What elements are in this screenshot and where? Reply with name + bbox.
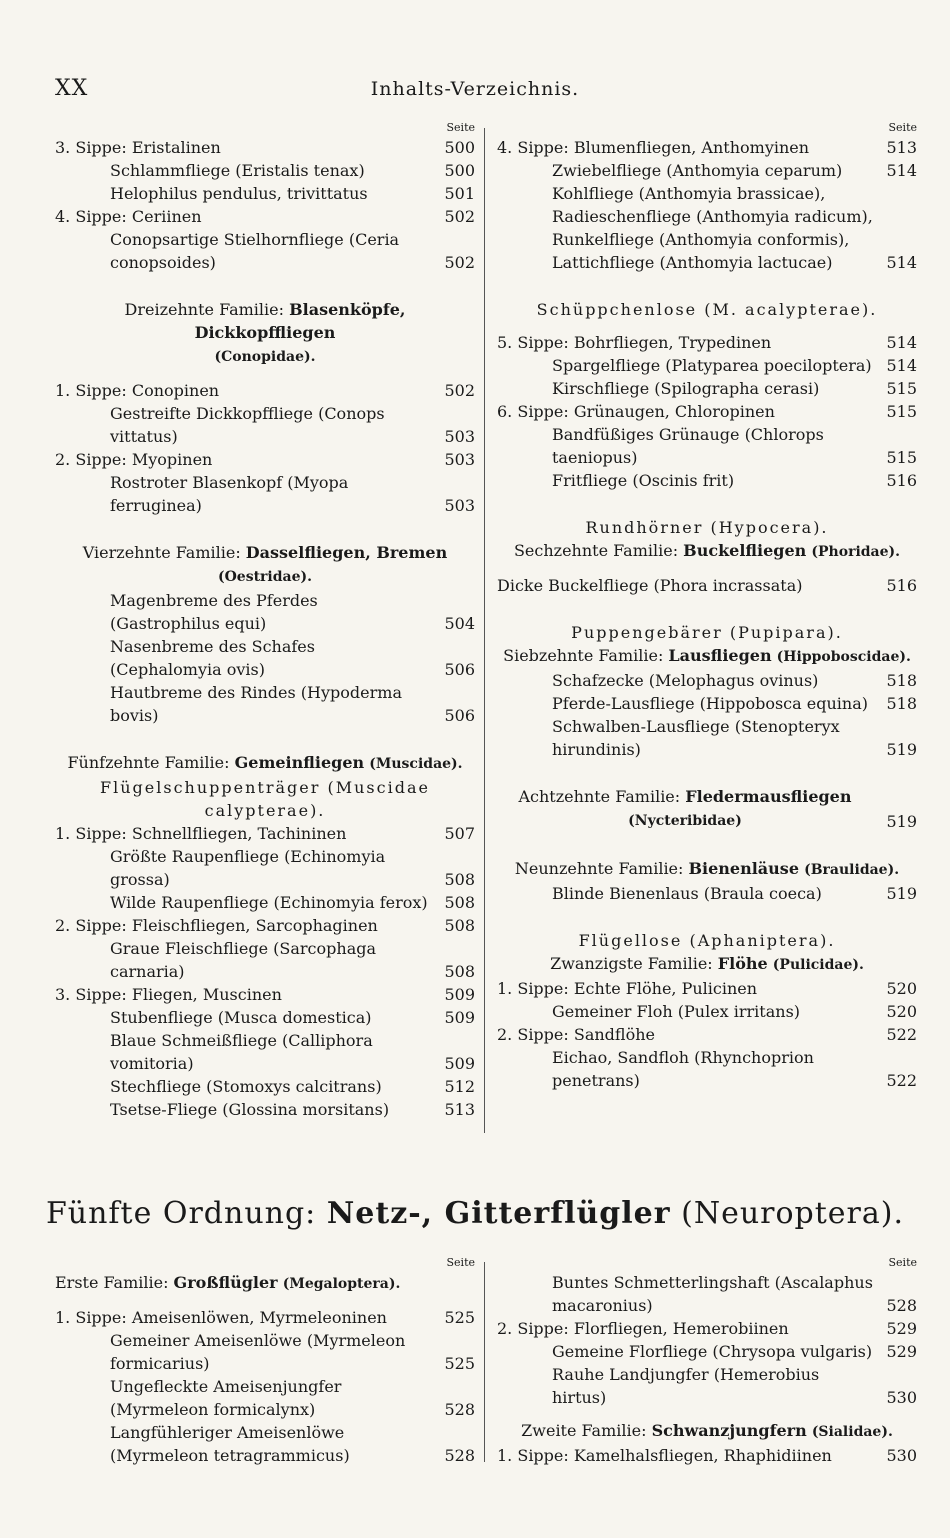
family-heading: Zwanzigste Familie: Flöhe (Pulicidae). <box>550 954 864 973</box>
toc-entry: Rostroter Blasenkopf (Myopa ferruginea) 503 <box>110 473 475 515</box>
family-heading: Vierzehnte Familie: Dasselfliegen, Bremen (Oestridae). <box>82 543 448 585</box>
toc-entry: Gemeiner Ameisenlöwe (Myrmeleon formicarius) 525 <box>110 1331 475 1373</box>
toc-entry: Stechfliege (Stomoxys calcitrans) 512 <box>110 1077 475 1096</box>
running-title: Inhalts-Verzeichnis. <box>370 78 580 100</box>
toc-entry: 4. Sippe: Blumenfliegen, Anthomyinen 513 <box>497 138 917 157</box>
family-heading: Siebzehnte Familie: Lausfliegen (Hippoboscidae). <box>503 646 911 665</box>
toc-entry: Kohlfliege (Anthomyia brassicae), Radieschenfliege (Anthomyia radicum), Runkelfliege (Anthomyia conformis), Lattichfliege (Anthomyia lactucae) 514 <box>552 184 917 272</box>
toc-column-left-bottom <box>55 1255 475 1467</box>
family-heading: Sechzehnte Familie: Buckelfliegen (Phoridae). <box>513 541 901 560</box>
family-heading: Fünfzehnte Familie: Gemeinfliegen (Muscidae). <box>67 753 463 772</box>
toc-entry: 3. Sippe: Eristalinen 500 <box>55 138 475 157</box>
toc-entry: Helophilus pendulus, trivittatus 501 <box>110 184 475 203</box>
family-heading: Dreizehnte Familie: Blasenköpfe, Dickkopffliegen (Conopidae). <box>124 300 406 365</box>
toc-entry: Pferde-Lausfliege (Hippobosca equina) 518 <box>552 694 917 713</box>
toc-entry: Rauhe Landjungfer (Hemerobius hirtus) 530 <box>552 1365 917 1407</box>
toc-entry: Fritfliege (Oscinis frit) 516 <box>552 471 917 490</box>
toc-entry: Langfühleriger Ameisenlöwe (Myrmeleon tetragrammicus) 528 <box>110 1423 475 1465</box>
column-divider <box>484 128 485 1133</box>
toc-entry: 1. Sippe: Ameisenlöwen, Myrmeleoninen 525 <box>55 1308 475 1327</box>
toc-column-left <box>55 120 475 1121</box>
family-heading: Neunzehnte Familie: Bienenläuse (Braulidae). <box>514 859 900 878</box>
seite-label: Seite <box>446 121 475 134</box>
column-divider-bottom <box>484 1262 485 1462</box>
toc-entry: Blinde Bienenlaus (Braula coeca) 519 <box>552 884 917 903</box>
toc-entry: Kirschfliege (Spilographa cerasi) 515 <box>552 379 917 398</box>
seite-label: Seite <box>446 1256 475 1269</box>
seite-label: Seite <box>888 1256 917 1269</box>
seite-label: Seite <box>888 121 917 134</box>
toc-entry: Blaue Schmeißfliege (Calliphora vomitoria) 509 <box>110 1031 475 1073</box>
toc-entry: Schafzecke (Melophagus ovinus) 518 <box>552 671 917 690</box>
toc-entry: Bandfüßiges Grünauge (Chlorops taeniopus) 515 <box>552 425 917 467</box>
toc-entry: 1. Sippe: Conopinen 502 <box>55 381 475 400</box>
toc-entry: Magenbreme des Pferdes (Gastrophilus equi) 504 <box>110 591 475 633</box>
toc-column-right-bottom <box>497 1255 917 1467</box>
toc-entry: 4. Sippe: Ceriinen 502 <box>55 207 475 226</box>
subgroup-heading: Flügellose (Aphaniptera). <box>578 931 836 950</box>
toc-entry: 5. Sippe: Bohrfliegen, Trypedinen 514 <box>497 333 917 352</box>
subgroup-heading: Schüppchenlose (M. acalypterae). <box>536 300 878 319</box>
page-header <box>55 76 895 106</box>
toc-entry: 1. Sippe: Schnellfliegen, Tachininen 507 <box>55 824 475 843</box>
family-heading-entry: Achtzehnte Familie: Fledermausfliegen (Nycteribidae) 519 <box>518 787 917 831</box>
toc-entry: 6. Sippe: Grünaugen, Chloropinen 515 <box>497 402 917 421</box>
toc-entry: Spargelfliege (Platyparea poeciloptera) 514 <box>552 356 917 375</box>
toc-entry: Schlammfliege (Eristalis tenax) 500 <box>110 161 475 180</box>
order-heading: Fünfte Ordnung: Netz-, Gitterflügler (Neuroptera). <box>45 1196 905 1231</box>
toc-entry: Gemeine Florfliege (Chrysopa vulgaris) 529 <box>552 1342 917 1361</box>
toc-entry: 1. Sippe: Kamelhalsfliegen, Rhaphidiinen 530 <box>497 1446 917 1465</box>
toc-entry: Wilde Raupenfliege (Echinomyia ferox) 508 <box>110 893 475 912</box>
family-heading: Zweite Familie: Schwanzjungfern (Sialidae). <box>521 1421 893 1440</box>
subgroup-heading: Flügelschuppenträger (Muscidae calypterae). <box>100 778 430 820</box>
toc-entry: Nasenbreme des Schafes (Cephalomyia ovis) 506 <box>110 637 475 679</box>
toc-entry: Dicke Buckelfliege (Phora incrassata) 516 <box>497 576 917 595</box>
toc-entry: 2. Sippe: Sandflöhe 522 <box>497 1025 917 1044</box>
page-number: XX <box>55 76 89 101</box>
toc-column-right <box>497 120 917 1092</box>
toc-entry: Größte Raupenfliege (Echinomyia grossa) 508 <box>110 847 475 889</box>
toc-entry: Graue Fleischfliege (Sarcophaga carnaria) 508 <box>110 939 475 981</box>
subgroup-heading: Rundhörner (Hypocera). <box>585 518 829 537</box>
family-heading: Erste Familie: Großflügler (Megaloptera). <box>55 1273 401 1292</box>
toc-entry: Buntes Schmetterlingshaft (Ascalaphus macaronius) 528 <box>552 1273 917 1315</box>
toc-entry: 3. Sippe: Fliegen, Muscinen 509 <box>55 985 475 1004</box>
toc-entry: Gemeiner Floh (Pulex irritans) 520 <box>552 1002 917 1021</box>
toc-entry: Gestreifte Dickkopffliege (Conops vittatus) 503 <box>110 404 475 446</box>
toc-entry: 2. Sippe: Florfliegen, Hemerobiinen 529 <box>497 1319 917 1338</box>
toc-entry: 1. Sippe: Echte Flöhe, Pulicinen 520 <box>497 979 917 998</box>
toc-entry: Tsetse-Fliege (Glossina morsitans) 513 <box>110 1100 475 1119</box>
toc-entry: Conopsartige Stielhornfliege (Ceria conopsoides) 502 <box>110 230 475 272</box>
subgroup-heading: Puppengebärer (Pupipara). <box>571 623 843 642</box>
toc-entry: 2. Sippe: Myopinen 503 <box>55 450 475 469</box>
toc-entry: Hautbreme des Rindes (Hypoderma bovis) 506 <box>110 683 475 725</box>
toc-entry: Stubenfliege (Musca domestica) 509 <box>110 1008 475 1027</box>
toc-entry: 2. Sippe: Fleischfliegen, Sarcophaginen 508 <box>55 916 475 935</box>
toc-entry: Schwalben-Lausfliege (Stenopteryx hirundinis) 519 <box>552 717 917 759</box>
toc-entry: Zwiebelfliege (Anthomyia ceparum) 514 <box>552 161 917 180</box>
toc-entry: Ungefleckte Ameisenjungfer (Myrmeleon formicalynx) 528 <box>110 1377 475 1419</box>
toc-entry: Eichao, Sandfloh (Rhynchoprion penetrans) 522 <box>552 1048 917 1090</box>
